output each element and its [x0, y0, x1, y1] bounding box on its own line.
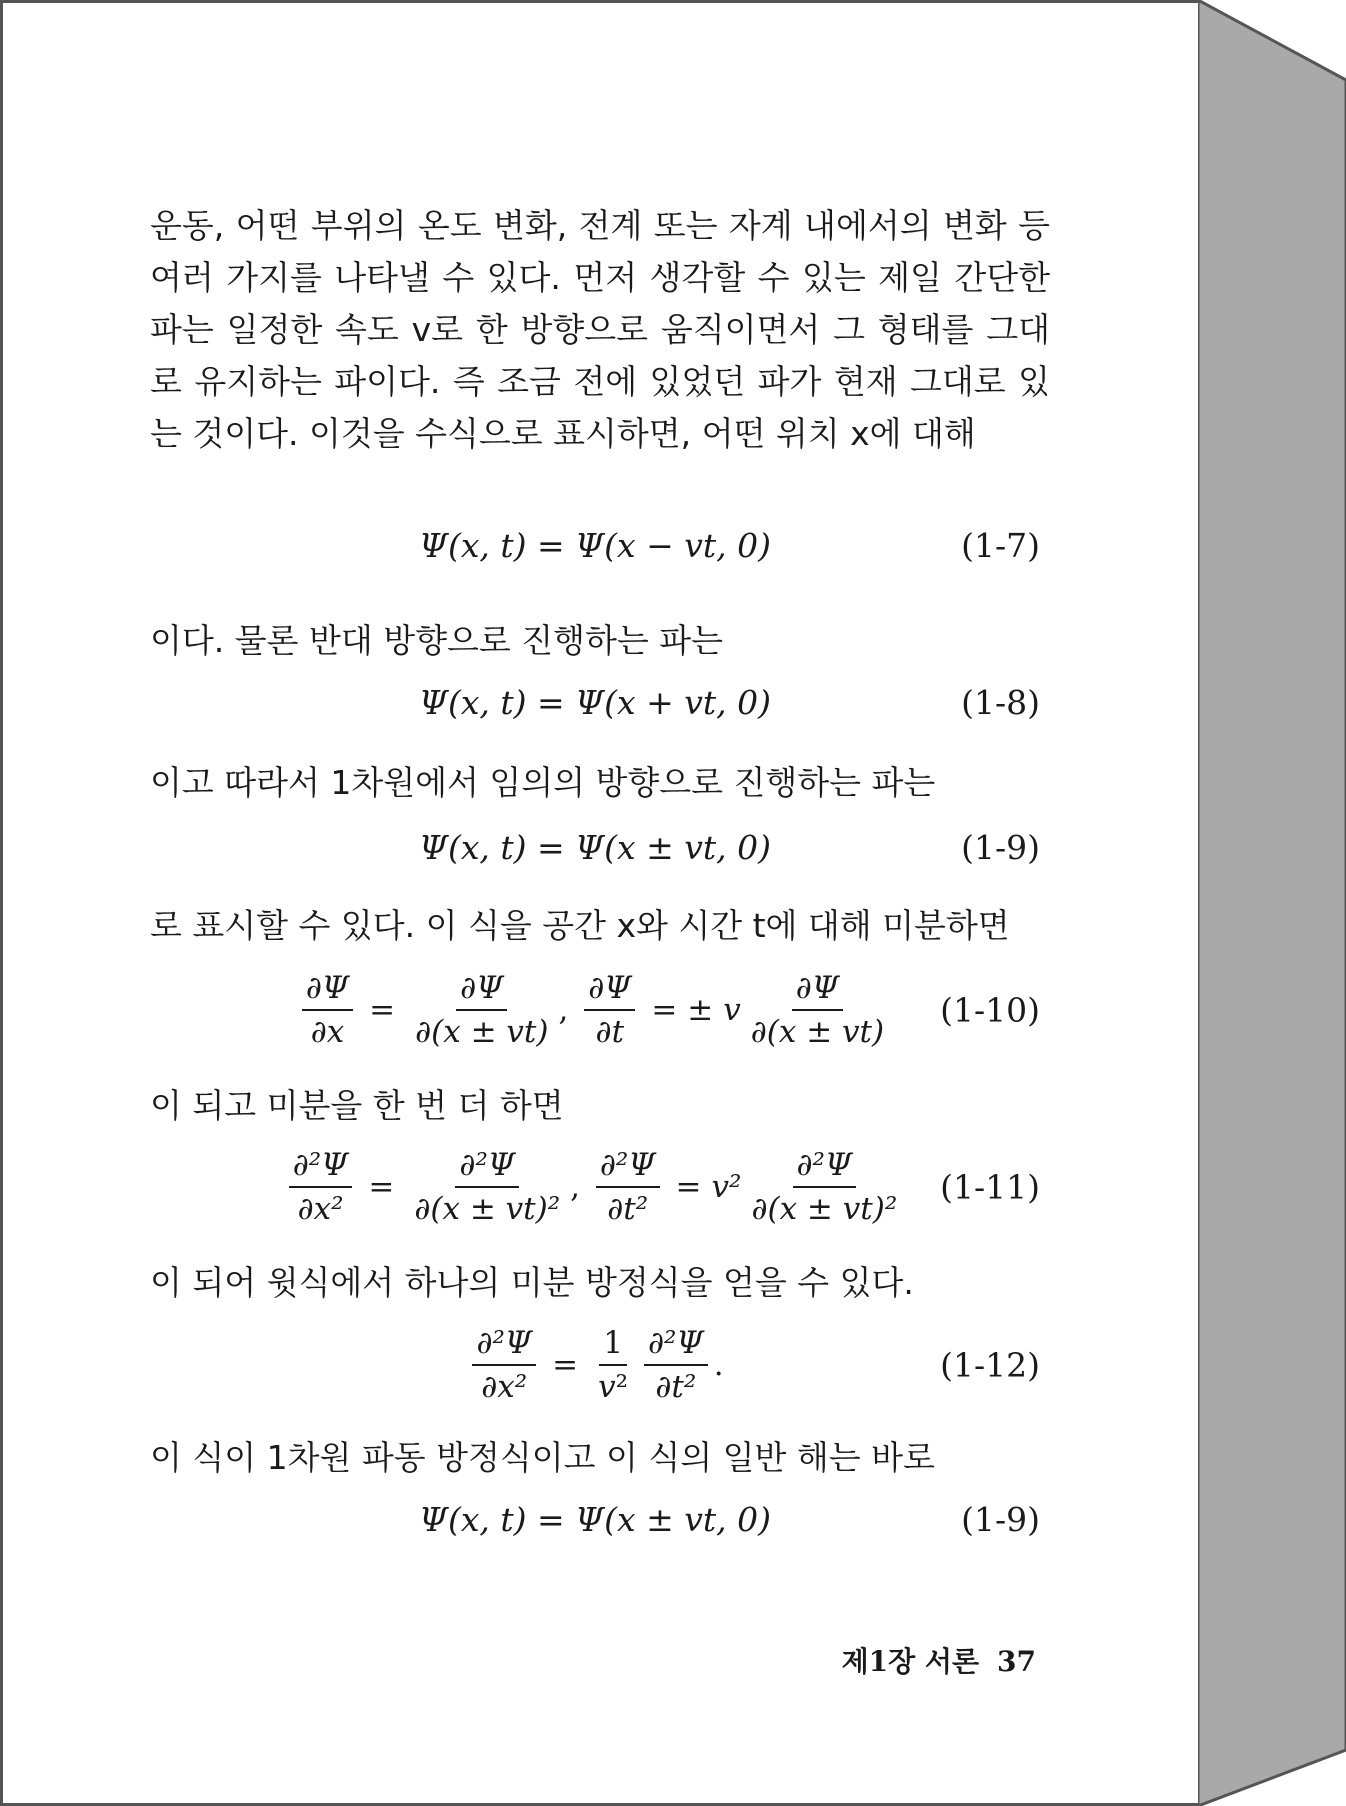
equation-1-12: [150, 1310, 1040, 1420]
equation-expression: Ψ(x, t) = Ψ(x ± vt, 0): [419, 828, 771, 867]
equation-number: (1-12): [940, 1345, 1040, 1385]
paragraph-text: 이다. 물론 반대 방향으로 진행하는 파는: [150, 621, 723, 660]
equation-expression: Ψ(x, t) = Ψ(x + vt, 0): [419, 683, 771, 722]
paragraph-text: 이 되고 미분을 한 번 더 하면: [150, 1086, 564, 1125]
equation-1-7: [150, 526, 1040, 586]
equation-expression: Ψ(x, t) = Ψ(x ± vt, 0): [419, 1500, 771, 1539]
equation-1-9-repeat: [150, 1500, 1040, 1560]
equation-number: (1-9): [961, 1500, 1040, 1539]
equation-expression: $\frac{\text{∂²Ψ}}{\text{∂x²}}$ = $\frac{\text{∂²Ψ}}{\text{∂(x ± vt)²}}$ , $\frac{\text{∂²Ψ}}{\text{∂t²}}$ = v² $\frac{\text{∂²Ψ}}{\text{∂(x ± vt)²}}$: [150, 1132, 1040, 1242]
equation-expression: Ψ(x, t) = Ψ(x − vt, 0): [419, 526, 771, 565]
page-footer: [842, 1640, 1036, 1680]
equation-expression: $\frac{\partial\Psi}{\partial x}$ = $\frac{\partial\Psi}{\partial(x \pm vt)}$ , $\frac{\partial\Psi}{\partial t}$ = ± v $\frac{\partial\Psi}{\partial(x \pm vt)}$: [150, 955, 1040, 1065]
text-line: 로 유지하는 파이다. 즉 조금 전에 있었던 파가 현재 그대로 있: [150, 362, 1050, 401]
equation-1-11: [150, 1132, 1040, 1242]
equation-number: (1-11): [940, 1167, 1040, 1207]
equation-1-8: [150, 683, 1040, 743]
equation-number: (1-8): [961, 683, 1040, 722]
paragraph-text: 이고 따라서 1차원에서 임의의 방향으로 진행하는 파는: [150, 763, 936, 802]
text-line: 파는 일정한 속도 v로 한 방향으로 움직이면서 그 형태를 그대: [150, 310, 1050, 349]
text-line: 여러 가지를 나타낼 수 있다. 먼저 생각할 수 있는 제일 간단한: [150, 258, 1050, 297]
equation-expression: $\frac{\text{∂²Ψ}}{\text{∂x²}}$ = $\frac{1}{\text{v²}}$ $\frac{\text{∂²Ψ}}{\text{∂t²}}$ .: [150, 1310, 1040, 1420]
text-line: 운동, 어떤 부위의 온도 변화, 전계 또는 자계 내에서의 변화 등: [150, 206, 1050, 245]
book-spine: [1198, 0, 1346, 1806]
equation-1-10: [150, 955, 1040, 1065]
equation-number: (1-10): [940, 990, 1040, 1030]
page-number: 37: [997, 1645, 1036, 1678]
equation-number: (1-9): [961, 828, 1040, 867]
equation-number: (1-7): [961, 526, 1040, 565]
equation-1-9: [150, 828, 1040, 888]
paragraph-text: 로 표시할 수 있다. 이 식을 공간 x와 시간 t에 대해 미분하면: [150, 906, 1010, 945]
paragraph-intro: [150, 200, 1050, 460]
chapter-title: 제1장 서론: [841, 1645, 980, 1678]
paragraph-text: 이 식이 1차원 파동 방정식이고 이 식의 일반 해는 바로: [150, 1438, 935, 1477]
text-line: 는 것이다. 이것을 수식으로 표시하면, 어떤 위치 x에 대해: [150, 414, 976, 453]
paragraph-text: 이 되어 윗식에서 하나의 미분 방정식을 얻을 수 있다.: [150, 1263, 914, 1302]
